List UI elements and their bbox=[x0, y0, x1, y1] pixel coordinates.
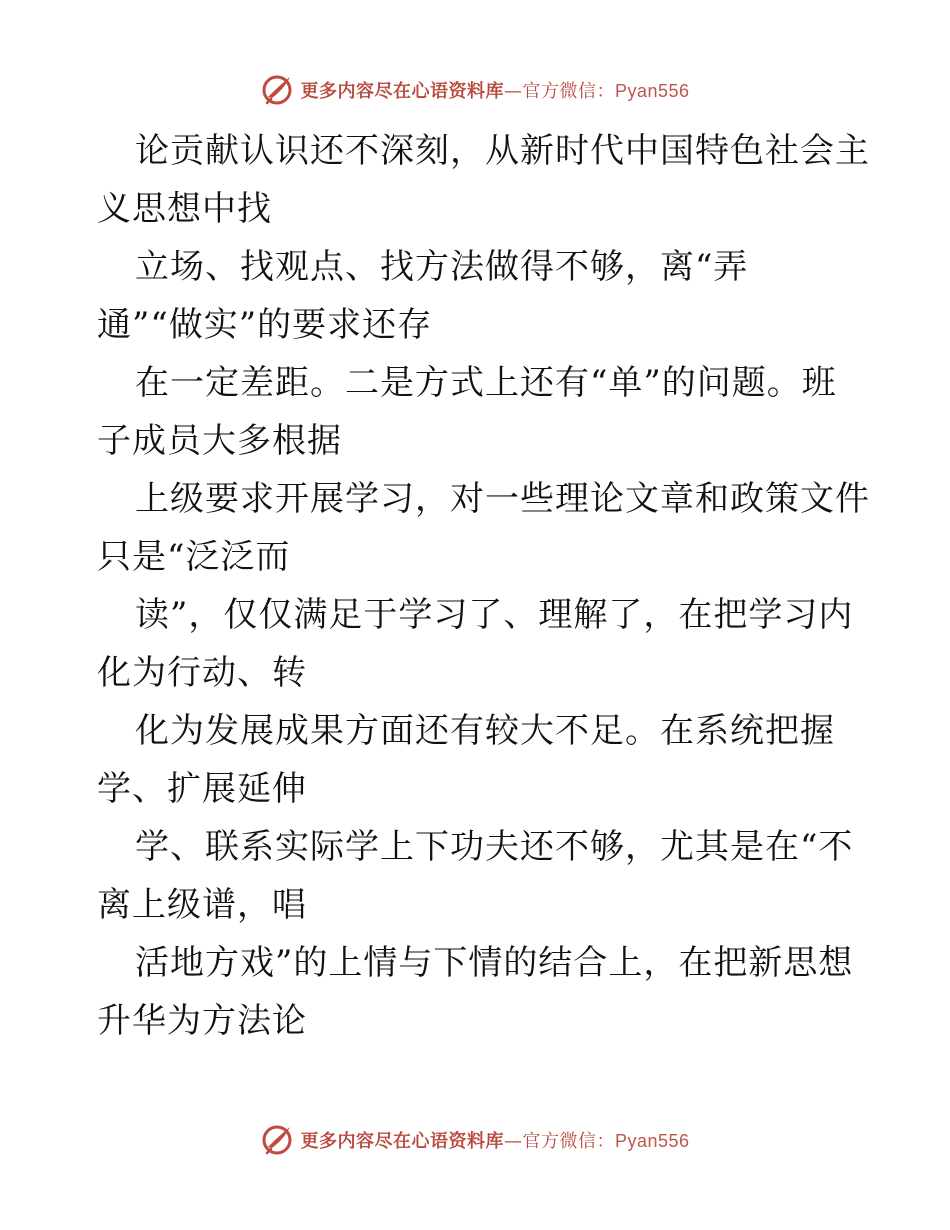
banner-wechat-label: 官方微信： bbox=[522, 81, 615, 102]
body-line: 通”“做实”的要求还存 bbox=[97, 305, 433, 345]
quill-pen-logo-icon bbox=[260, 1123, 294, 1157]
body-line: 离上级谱，唱 bbox=[97, 885, 307, 925]
banner-site-name: 更多内容尽在心语资料库 bbox=[300, 1131, 504, 1152]
banner-dash: — bbox=[503, 81, 523, 102]
body-line: 上级要求开展学习，对一些理论文章和政策文件 bbox=[135, 479, 870, 519]
footer-banner-text bbox=[300, 1127, 689, 1153]
body-line: 论贡献认识还不深刻，从新时代中国特色社会主 bbox=[135, 131, 870, 171]
body-line: 读”，仅仅满足于学习了、理解了，在把学习内 bbox=[135, 595, 854, 635]
body-line: 升华为方法论 bbox=[97, 1001, 307, 1041]
header-banner bbox=[0, 70, 950, 110]
body-line: 学、扩展延伸 bbox=[97, 769, 307, 809]
body-line: 学、联系实际学上下功夫还不够，尤其是在“不 bbox=[135, 827, 854, 867]
footer-banner bbox=[0, 1120, 950, 1160]
body-line: 在一定差距。二是方式上还有“单”的问题。班 bbox=[135, 363, 837, 403]
body-line: 化为发展成果方面还有较大不足。在系统把握 bbox=[135, 711, 835, 751]
banner-site-name: 更多内容尽在心语资料库 bbox=[300, 81, 504, 102]
banner-wechat-label: 官方微信： bbox=[522, 1131, 615, 1152]
body-line: 立场、找观点、找方法做得不够，离“弄 bbox=[135, 247, 749, 287]
document-body bbox=[97, 122, 870, 1050]
quill-pen-logo-icon bbox=[260, 73, 294, 107]
banner-wechat-id: Pyan556 bbox=[614, 1131, 690, 1151]
banner-dash: — bbox=[503, 1131, 523, 1152]
body-line: 化为行动、转 bbox=[97, 653, 307, 693]
body-line: 义思想中找 bbox=[97, 189, 272, 229]
body-line: 活地方戏”的上情与下情的结合上，在把新思想 bbox=[135, 943, 854, 983]
banner-wechat-id: Pyan556 bbox=[614, 81, 690, 101]
header-banner-text bbox=[300, 77, 689, 103]
body-line: 子成员大多根据 bbox=[97, 421, 342, 461]
body-line: 只是“泛泛而 bbox=[97, 537, 291, 577]
